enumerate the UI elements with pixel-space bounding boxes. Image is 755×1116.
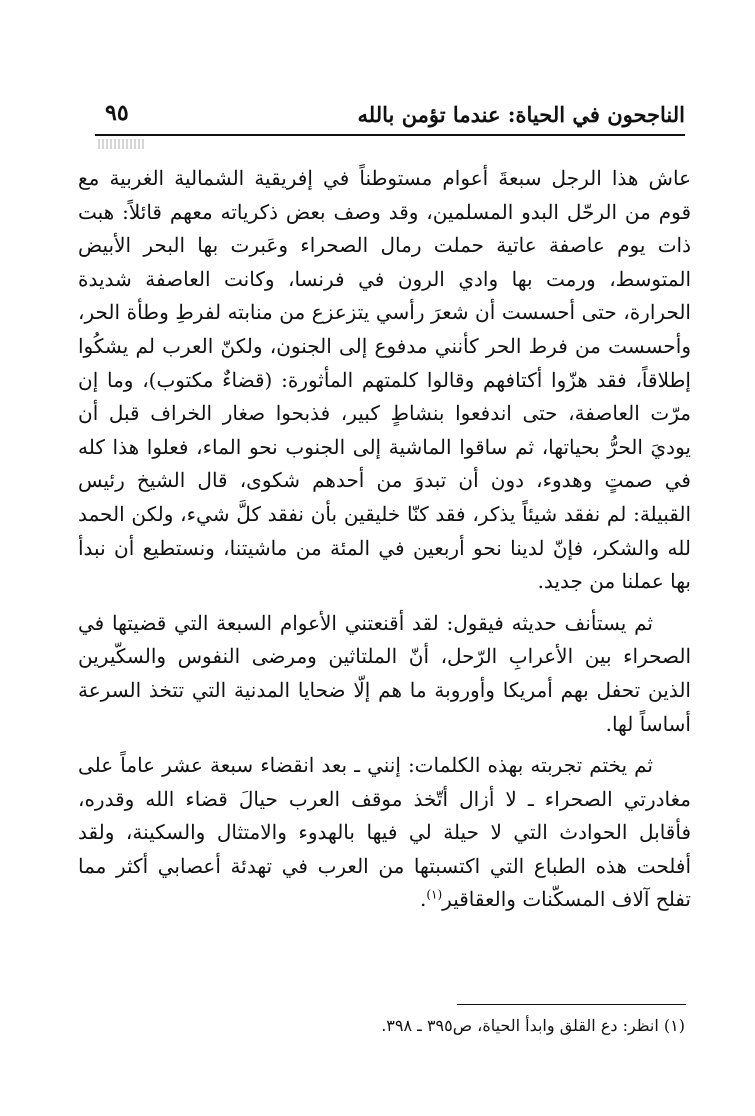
scan-artifact [98, 139, 146, 149]
paragraph-1: عاش هذا الرجل سبعةَ أعوام مستوطناً في إفريقية الشمالية الغربية مع قوم من الرحّل البدو المسلمين، وقد وصف بعض ذكرياته معهم قائلاً: هبت ذات يوم عاصفة عاتية حملت رمال الصحراء وعَبرت بها البحر الأبيض المتوسط، ورمت بها وادي الرون في فرنسا، وكانت العاصفة شديدة الحرارة، حتى أحسست أن شعرَ رأسي يتزعزع من منابته لفرطِ وطأة الحر، وأحسست من فرط الحر كأنني مدفوع إلى الجنون، ولكنّ العرب لم يشكُوا إطلاقاً، فقد هزّوا أكتافهم وقالوا كلمتهم المأثورة: (قضاءٌ مكتوب)، وما إن مرّت العاصفة، حتى اندفعوا بنشاطٍ كبير، فذبحوا صغار الخراف قبل أن يوديَ الحرُّ بحياتها، ثم ساقوا الماشية إلى الجنوب نحو الماء، فعلوا هذا كله في صمتٍ وهدوء، دون أن تبدوَ من أحدهم شكوى، قال الشيخ رئيس القبيلة: لم نفقد شيئاً يذكر، فقد كنّا خليقين بأن نفقد كلَّ شيء، ولكن الحمد لله والشكر، فإنّ لدينا نحو أربعين في المئة من ماشيتنا، ونستطيع أن نبدأ بها عملنا من جديد. [78, 166, 691, 594]
paragraph-3-end: . [419, 887, 427, 912]
paragraph-2: ثم يستأنف حديثه فيقول: لقد أقنعتني الأعوام السبعة التي قضيتها في الصحراء بين الأعرابِ الرّحل، أنّ الملتاثين ومرضى النفوس والسكّيرين الذين تحفل بهم أمريكا وأوروبة ما هم إلّا ضحايا المدنية التي تتخذ السرعة أساساً لها. [78, 610, 691, 736]
running-title: الناجحون في الحياة: عندما تؤمن بالله [357, 102, 685, 127]
footnote-reference[interactable]: (١) [426, 887, 443, 902]
paragraph-3 [78, 749, 691, 917]
page-number: ٩٥ [105, 100, 129, 126]
paragraph-3-text: ثم يختم تجربته بهذه الكلمات: إنني ـ بعد انقضاء سبعة عشر عاماً على مغادرتي الصحراء ـ لا أزال أتّخذ موقف العرب حيالَ قضاء الله وقدره، فأقابل الحوادث التي لا حيلة لي فيها بالهدوء والامتثال والسكينة، ولقد أفلحت هذه الطباع التي اكتسبتها من العرب في تهدئة أعصابي أكثر مما تفلح آلاف المسكّنات والعقاقير [78, 753, 691, 912]
page-header [95, 96, 685, 136]
footnote: (١) انظر: دع القلق وابدأ الحياة، ص٣٩٥ ـ ٣٩٨. [381, 1016, 685, 1035]
body-text [78, 162, 691, 917]
footnote-divider [457, 1004, 686, 1005]
header-divider [95, 134, 685, 136]
